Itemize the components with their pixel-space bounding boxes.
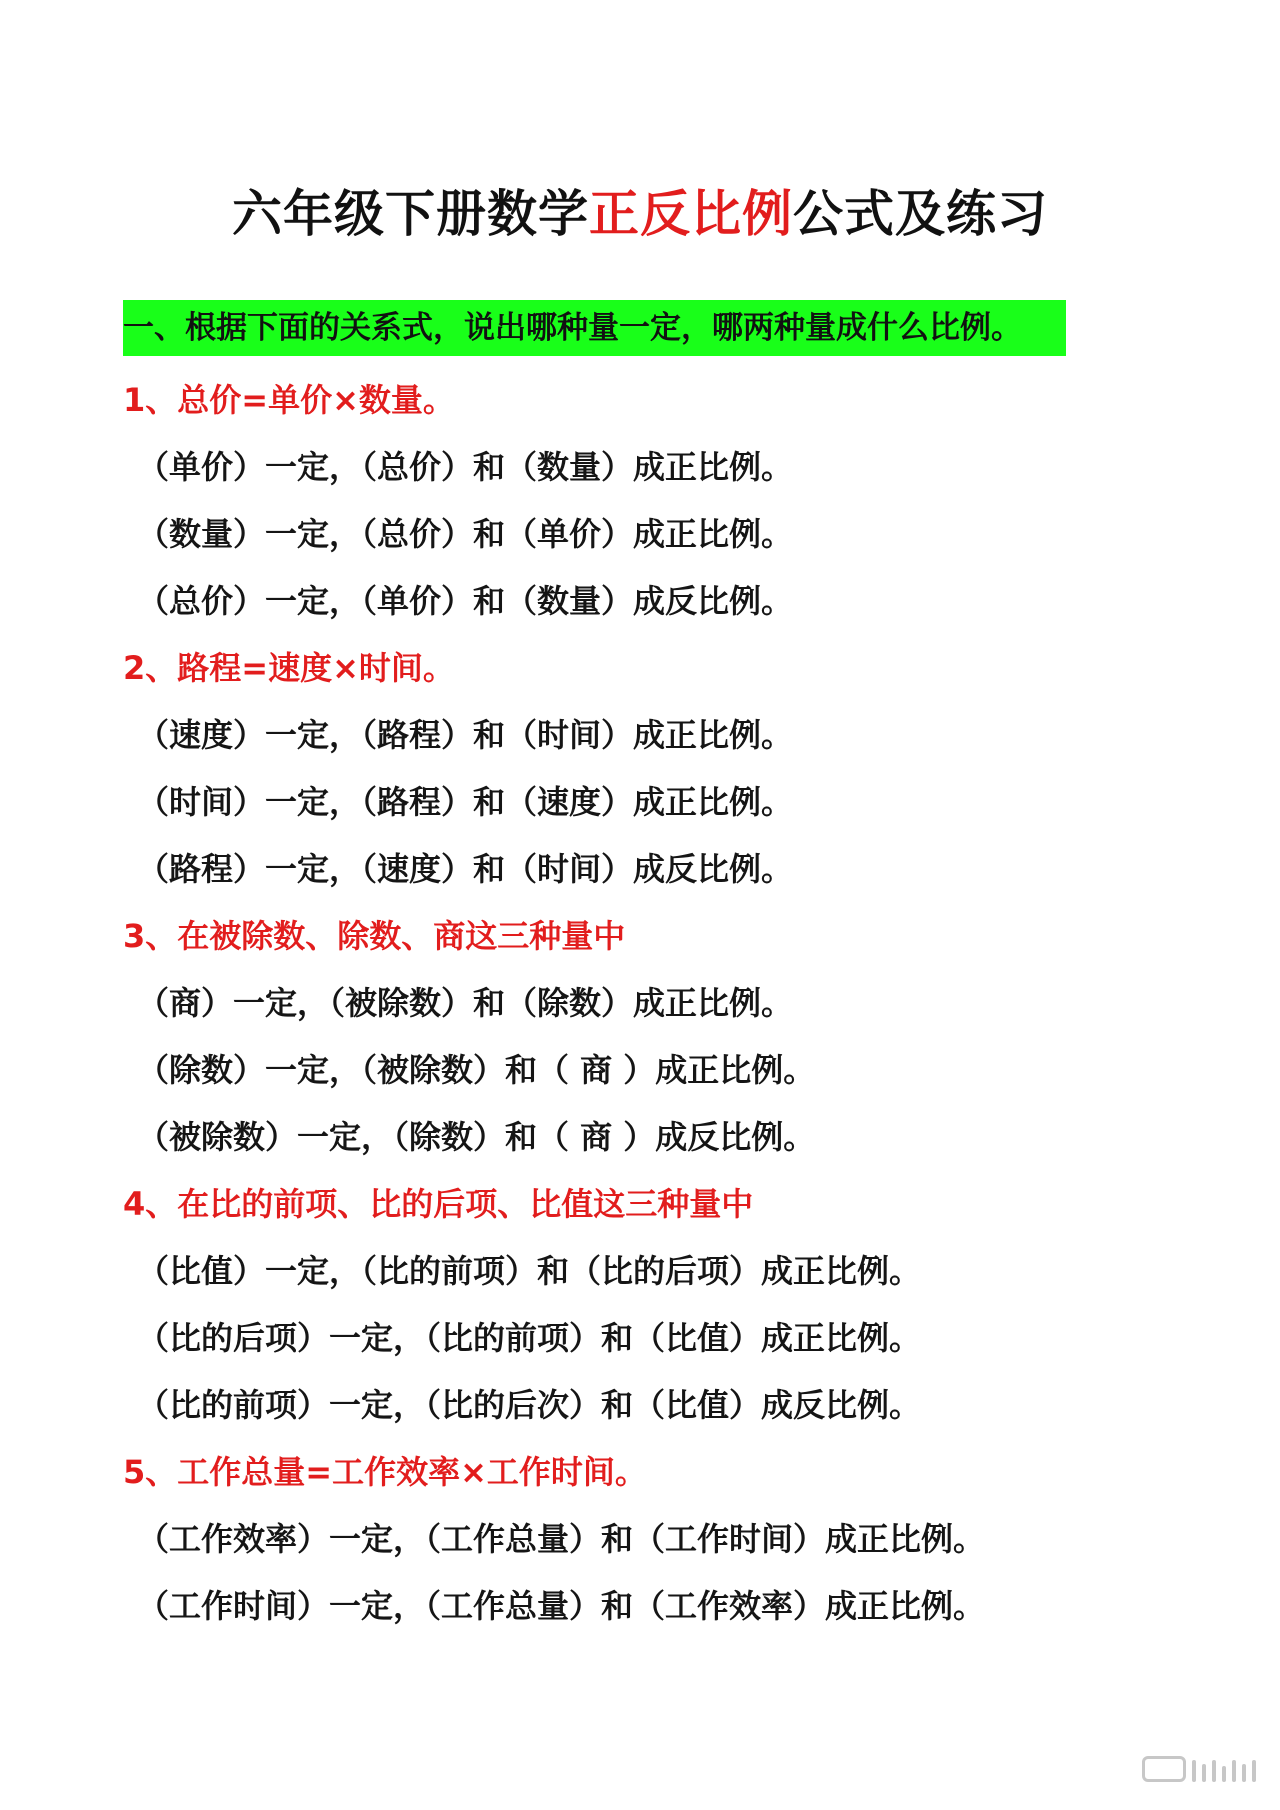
group-3 [123,903,1223,1171]
watermark-bar [1232,1760,1236,1782]
statement: （总价）一定，（单价）和（数量）成反比例。 [137,582,794,620]
statement: （时间）一定，（路程）和（速度）成正比例。 [137,783,794,821]
watermark-bar [1242,1764,1246,1782]
statement: （除数）一定，（被除数）和（ 商 ）成正比例。 [137,1051,816,1089]
group-heading: 5、工作总量=工作效率×工作时间。 [123,1453,647,1491]
watermark-bar [1222,1766,1226,1782]
watermark-tv-icon [1142,1756,1186,1782]
title-part2: 公式及练习 [793,185,1048,243]
statement: （比值）一定，（比的前项）和（比的后项）成正比例。 [137,1252,922,1290]
statement: （路程）一定，（速度）和（时间）成反比例。 [137,850,794,888]
statement: （单价）一定，（总价）和（数量）成正比例。 [137,448,794,486]
exercise-groups [123,367,1223,1640]
group-4 [123,1171,1223,1439]
statement: （比的前项）一定，（比的后次）和（比值）成反比例。 [137,1386,922,1424]
statement: （工作时间）一定，（工作总量）和（工作效率）成正比例。 [137,1587,986,1625]
statement: （工作效率）一定，（工作总量）和（工作时间）成正比例。 [137,1520,986,1558]
title-part1: 六年级下册数学 [232,185,589,243]
watermark-bar [1202,1764,1206,1782]
group-heading: 1、总价=单价×数量。 [123,381,455,419]
group-heading: 2、路程=速度×时间。 [123,649,455,687]
statement: （速度）一定，（路程）和（时间）成正比例。 [137,716,794,754]
group-heading: 4、在比的前项、比的后项、比值这三种量中 [123,1185,754,1223]
title-highlight: 正反比例 [589,185,793,243]
watermark-bar [1192,1760,1196,1782]
statement: （商）一定，（被除数）和（除数）成正比例。 [137,984,794,1022]
group-2 [123,635,1223,903]
group-1 [123,367,1223,635]
watermark-bar [1252,1760,1256,1782]
group-5 [123,1439,1223,1640]
group-heading: 3、在被除数、除数、商这三种量中 [123,917,626,955]
statement: （被除数）一定，（除数）和（ 商 ）成反比例。 [137,1118,816,1156]
watermark-logo-icon [1142,1756,1256,1782]
statement: （数量）一定，（总价）和（单价）成正比例。 [137,515,794,553]
page-title [0,182,1280,246]
section-heading: 一、根据下面的关系式，说出哪种量一定，哪两种量成什么比例。 [123,310,1022,346]
statement: （比的后项）一定，（比的前项）和（比值）成正比例。 [137,1319,922,1357]
watermark-bar [1212,1760,1216,1782]
